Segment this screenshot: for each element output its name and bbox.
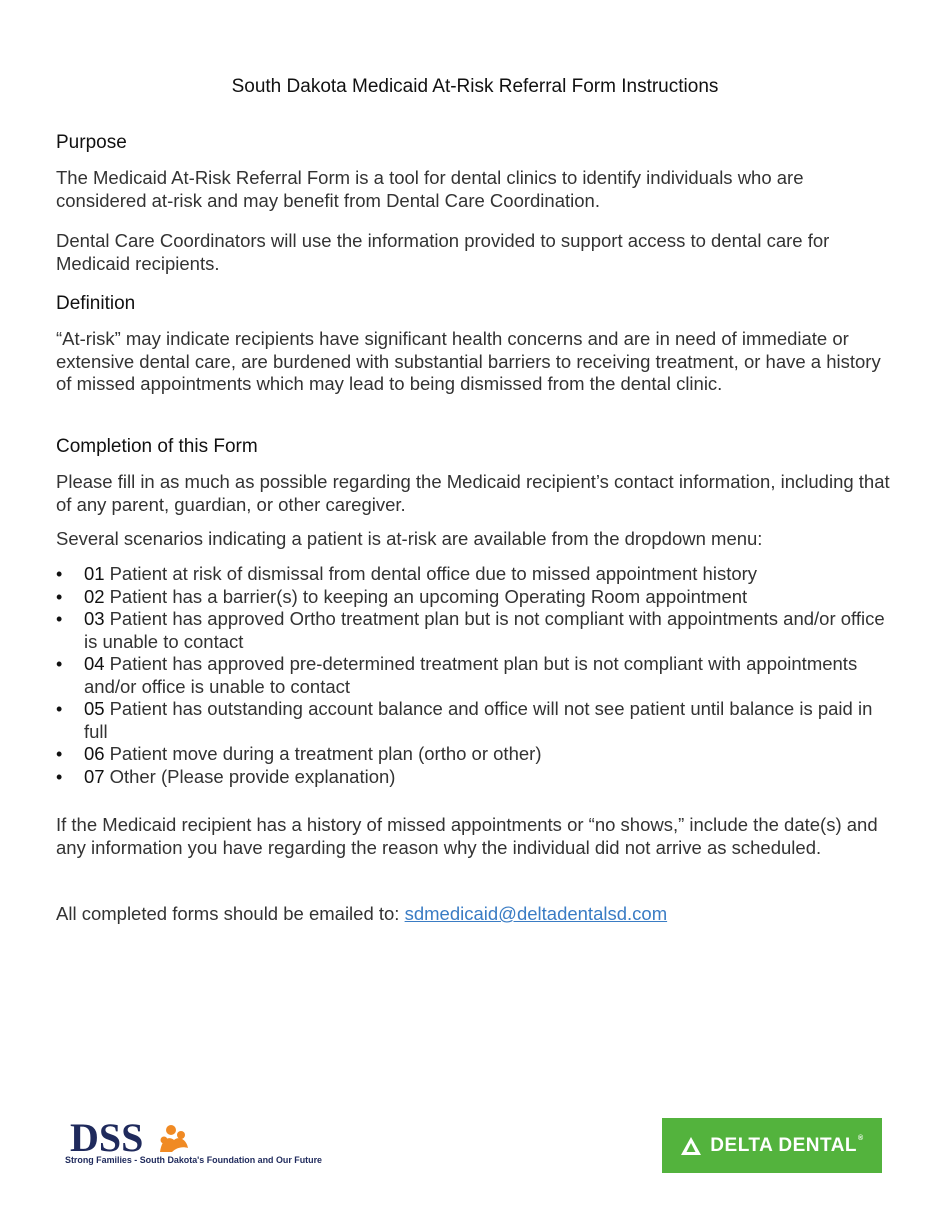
purpose-heading: Purpose (56, 132, 127, 153)
scenario-item (56, 608, 896, 653)
scenario-code: 04 (84, 653, 105, 674)
completion-paragraph-1: Please fill in as much as possible regarding the Medicaid recipient’s contact information, including that of any parent, guardian, or other caregiver. (56, 471, 890, 515)
completion-heading: Completion of this Form (56, 436, 258, 457)
delta-dental-logo (662, 1118, 882, 1173)
definition-heading: Definition (56, 293, 136, 314)
definition-paragraph: “At-risk” may indicate recipients have significant health concerns and are in need of immediate or extensive dental care, are burdened with substantial barriers to receiving treatment, or have a history of missed appointments which may lead to being dismissed from the dental clinic. (56, 328, 881, 394)
scenario-text: Patient move during a treatment plan (ortho or other) (109, 743, 542, 764)
scenario-text: Other (Please provide explanation) (109, 765, 396, 787)
scenario-text: Patient has a barrier(s) to keeping an upcoming Operating Room appointment (109, 585, 748, 607)
purpose-paragraph-2: Dental Care Coordinators will use the information provided to support access to dental care for Medicaid recipients. (56, 230, 830, 274)
scenario-item (56, 698, 896, 743)
scenario-item (56, 766, 896, 789)
completion-paragraph-2: Several scenarios indicating a patient is at-risk are available from the dropdown menu: (56, 528, 763, 549)
scenario-code: 03 (84, 608, 105, 629)
delta-dental-text (710, 1135, 863, 1157)
scenario-text: Patient has approved Ortho treatment plan but is not compliant with appointments and/or office is unable to contact (84, 608, 885, 652)
delta-dental-name: DELTA DENTAL (710, 1134, 858, 1156)
email-instruction (56, 903, 891, 926)
email-prefix: All completed forms should be emailed to: (56, 903, 405, 924)
dss-logo (64, 1118, 326, 1168)
scenario-item (56, 586, 896, 609)
purpose-paragraph-1: The Medicaid At-Risk Referral Form is a tool for dental clinics to identify individuals who are considered at-risk and may benefit from Dental Care Coordination. (56, 167, 804, 211)
dss-logo-text: DSS (70, 1118, 144, 1160)
page-title: South Dakota Medicaid At-Risk Referral Form Instructions (231, 76, 719, 97)
scenario-code: 07 (84, 765, 105, 787)
scenario-code: 06 (84, 743, 105, 764)
scenario-item (56, 563, 896, 586)
scenario-text: Patient has approved pre-determined treatment plan but is not compliant with appointments and/or office is unable to contact (84, 653, 858, 697)
scenario-code: 02 (84, 585, 105, 607)
delta-triangle-icon (680, 1136, 702, 1156)
email-link[interactable]: sdmedicaid@deltadentalsd.com (404, 903, 668, 924)
delta-trademark: ® (858, 1134, 864, 1142)
scenario-item (56, 743, 896, 766)
scenario-text: Patient at risk of dismissal from dental office due to missed appointment history (109, 563, 758, 584)
scenario-list (56, 563, 896, 788)
scenario-text: Patient has outstanding account balance and office will not see patient until balance is paid in full (84, 698, 873, 742)
scenario-item (56, 653, 896, 698)
missed-appointments-paragraph: If the Medicaid recipient has a history of missed appointments or “no shows,” include the date(s) and any information you have regarding the reason why the individual did not arrive as scheduled. (56, 814, 878, 858)
scenario-code: 01 (84, 563, 105, 584)
dss-tagline: Strong Families - South Dakota's Foundation and Our Future (65, 1155, 322, 1165)
scenario-code: 05 (84, 698, 105, 719)
dss-family-icon (160, 1125, 188, 1152)
